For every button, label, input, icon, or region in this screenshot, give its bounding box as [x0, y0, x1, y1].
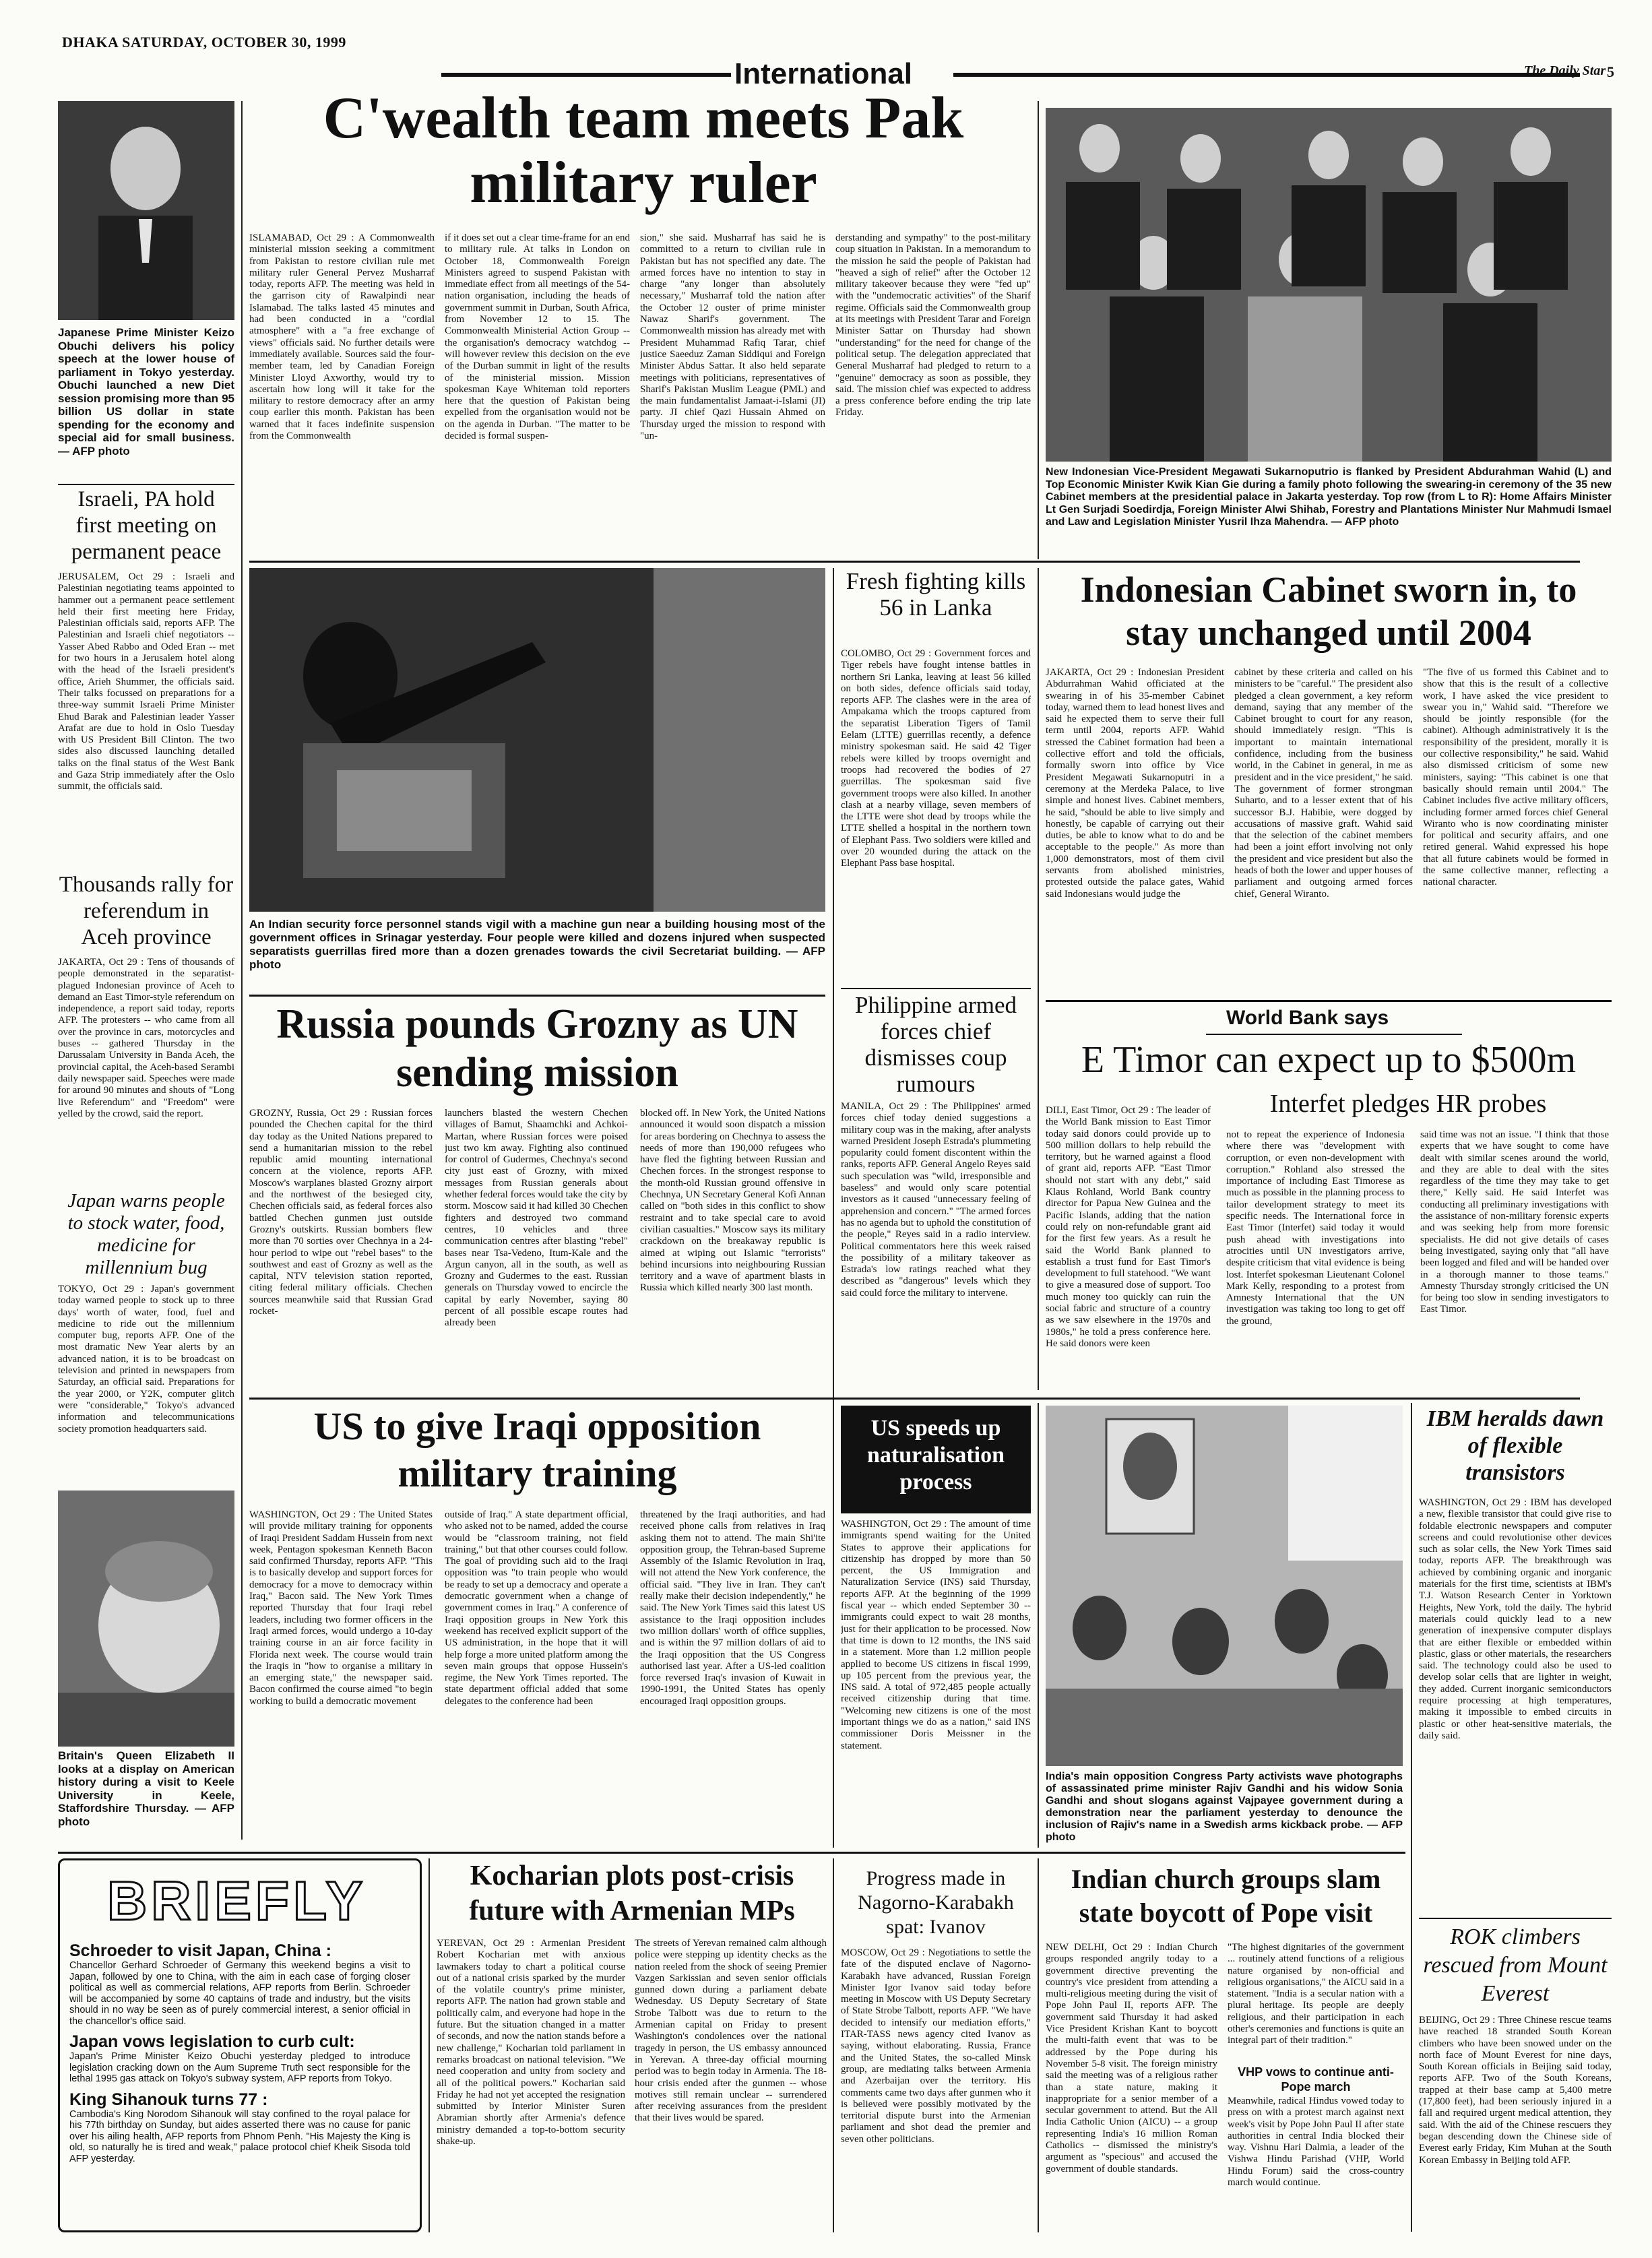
cwealth-col1: ISLAMABAD, Oct 29 : A Commonwealth ministerial mission seeking a commitment from Pakistan to restore civilian rule met military ruler General Pervez Musharraf today, reports AFP. The meeting was held in the garrison city of Rawalpindi near Islamabad. The talks lasted 45 minutes and had been conducted in a "cordial atmosphere" with a "a free exchange of views" officials said. No further details were immediately available. Sources said the four-member team, led by Canadian Foreign Minister Lloyd Axworthy, would try to ascertain how long will it take for the military to restore democracy after an army coup earlier this month. Pakistan has been warned that it faces indefinite suspension from the Commonwealth [249, 232, 435, 442]
ibm-headline-text: IBM heralds dawn of flexible transistors [1426, 1406, 1604, 1485]
pope-headline [1046, 1862, 1406, 1938]
russia-col2: launchers blasted the western Chechen villages of Bamut, Shaamchki and Achkoi-Martan, where Russian forces were poised just two km away. Fighting also continued for control of Gudermes, Chechnya's second city just east of Grozny, with mixed messages from Russian generals about whether federal forces would take the city by storm. Moscow said it had killed 30 Chechen fighters and destroyed two command centres, 10 vehicles and three communication centres after blasting "rebel" bases near Tsa-Vedeno, Itum-Kale and the Argun canyon, all in the south, as well as Grozny and Gudermes to the east. Russian generals on Thursday vowed to encircle the capital by early November, saying 80 percent of all possible escape routes had already been [445, 1108, 628, 1329]
rok-body: BEIJING, Oct 29 : Three Chinese rescue teams have reached 18 stranded South Korean climbers who have been snowed under on the north face of Mount Everest for nine days, South Korean officials in Beijing said today, reports AFP. Two of the South Koreans, trapped at their base camp at 5,400 metre (17,800 feet), had been seriously injured in a fall and required urgent medical attention, they said. With the aid of the Chinese rescuers they began descending down the Chinese side of Everest early Friday, Kim Muhan at the South Korean Embassy in Beijing told AFP. [1419, 2015, 1612, 2166]
timor-col3: said time was not an issue. "I think that those experts that we have sought to come have dealt with similar scenes around the world, and they are able to deal with the sites regardless of the time they may take to get there," Kelly said. He said Interfet was conducting all preliminary investigations with the assistance of non-military forensic experts and was seeking help from more forensic specialists. He did not give details of cases being investigated, saying only that "all have been logged and filed and will be handed over in a thorough manner to those teams." Amnesty Thursday strongly criticised the UN for being too slow in sending investigators to East Timor. [1420, 1129, 1609, 1315]
briefly-item-head: King Sihanouk turns 77 : [69, 2090, 268, 2109]
karabakh-rule [1038, 1858, 1039, 2232]
indo-cabinet-col3: "The five of us formed this Cabinet and to show that this is the result of a collective work, I have asked the vice president to swear you in," Wahid said. "Therefore we should be jointly responsible (for the cabinet). Although administratively it is the responsibility of the president, morally it is our collective responsibility," he said. Wahid also dismissed criticism of some new ministers, saying: "This cabinet is one that basically should remain until 2004." The Cabinet includes five active military officers, including former armed forces chief General Wiranto who is now coordinating minister for political and security affairs, and one retired general. Wahid expressed his hope that all future cabinets would be formed in the same collective manner, reflecting a national character. [1423, 667, 1608, 888]
left-divider-1 [58, 484, 234, 485]
lanka-body: COLOMBO, Oct 29 : Government forces and Tiger rebels have fought intense battles in northern Sri Lanka, leaving at least 56 killed on both sides, defence officials said today, reports AFP. The clashes were in the area of Ampakama which the troops captured from the separatist Liberation Tigers of Tamil Eelam (LTTE) guerrillas recently, a defence ministry spokesman said. He said 42 Tiger rebels were killed by troops overnight and troops had recovered the bodies of 27 guerrillas. The spokesman said five government troops were also killed. In another clash at a nearby village, seven members of the LTTE were shot dead by troops while the LTTE shelled a hospital in the northern town of Elephant Pass. Two soldiers were killed and over 20 wounded during the attack on the Elephant Pass base hospital. [841, 648, 1031, 869]
japan-warns-body: TOKYO, Oct 29 : Japan's government today warned people to stock up to three days' worth of water, food, fuel and medicine to ride out the millennium computer bug, reports AFP. One of the most dramatic New Year alerts by an advanced nation, it is to be broadcast on television and printed in newspapers from Saturday, an official said. Preparations for the year 2000, or Y2K, computer glitch were "considerable," Tokyo's advanced information and telecommunications society promotion headquarters said. [58, 1284, 234, 1435]
kocharian-headline-text: Kocharian plots post-crisis future with Armenian MPs [469, 1860, 795, 1926]
naturalisation-rule [1038, 1403, 1039, 1848]
ibm-divider [1419, 1918, 1612, 1919]
timor-headline [1046, 1038, 1612, 1085]
lanka-headline [841, 568, 1031, 646]
briefly-item [69, 2032, 410, 2085]
iraq-rule [833, 1403, 834, 1848]
pope-col1: NEW DELHI, Oct 29 : Indian Church groups responded angrily today to a government directive preventing the country's vice president from attending a multi-religious meeting during the visit of Pope John Paul II, reports AFP. The government said Thursday it had asked Vice President Krishan Kant to boycott the multi-faith event that was to be addressed by the Pope during his November 5-8 visit. The foreign ministry said the meeting was of a religious rather than a state nature, making it inappropriate for a senior member of a secular government to attend. But the All India Catholic Union (AICU) -- a group representing India's 16 million Roman Catholics -- dismissed the ministry's argument as "specious" and accused the government of double standards. [1046, 1942, 1217, 2174]
row3-divider [249, 1398, 1580, 1400]
row4-divider [58, 1852, 1405, 1854]
russia-col3: blocked off. In New York, the United Nations announced it would soon dispatch a mission for areas bordering on Chechnya to assess the needs of more than 190,000 refugees who have fled the fighting between Russian and Chechen forces. In the strongest response to the month-old Russian ground offensive in Chechnya, UN Secretary General Kofi Annan called on "both sides in this conflict to show restraint and to take special care to avoid civilian casualties." Moscow says its military crackdown on the breakaway republic is aimed at wiping out Islamic "terrorists" behind incursions into neighbouring Russian territory and a wave of apartment blasts in Russia which killed nearly 300 last month. [640, 1108, 825, 1294]
cwealth-headline [249, 86, 1038, 228]
iraq-col1: WASHINGTON, Oct 29 : The United States will provide military training for opponents of Iraqi President Saddam Hussein from next week, Pentagon spokesman Kenneth Bacon said confirmed Thursday, reports AFP. "This is to basically develop and support forces for democracy for a move to democracy within Iraq," Bacon said. The New York Times reported Thursday that four Iraqi rebel leaders, including two former officers in the Iraqi armed forces, would undergo a 10-day training course in an air force facility in Florida next week. The course would train the Iraqis in "how to organise a military in an emerging state," the newspaper said. Bacon confirmed the course aimed "to begin working to build a democratic movement [249, 1509, 433, 1707]
kocharian-col2: The streets of Yerevan remained calm although police were stepping up identity checks as the nation reeled from the shock of seeing Premier Vazgen Sarkissian and seven senior officials gunned down during a parliament debate Wednesday. US Deputy Secretary of State Strobe Talbott was due to return to the Armenian capital on Friday to present Washington's condolences over the national tragedy in person, the US embassy announced in Yerevan. A three-day official mourning period was to begin today in Armenia. The 18-hour crisis ended after the gunmen -- whose motives still remain unclear -- surrendered after receiving assurances from the president that their lives would be spared. [635, 1938, 827, 2124]
cwealth-col2: if it does set out a clear time-frame for an end to military rule. At talks in London on October 18, Commonwealth Foreign Ministers agreed to suspend Pakistan with immediate effect from all meetings of the 54-nation organisation, including the heads of government summit in Durban, South Africa, from November 12 to 15. The Commonwealth Ministerial Action Group -- the organisation's democracy watchdog -- will however review this decision on the eve of the Durban summit in light of the results of the ministerial mission. Mission spokesman Kaye Whiteman told reporters here that the question of Pakistan being expelled from the organisation would not be on the agenda in Durban. "The matter to be decided is formal suspen- [445, 232, 630, 442]
briefly-item [69, 2090, 410, 2165]
lanka-headline-text: Fresh fighting kills 56 in Lanka [846, 568, 1026, 621]
timor-subhead-text: Interfet pledges HR probes [1269, 1090, 1547, 1118]
israeli-body: JERUSALEM, Oct 29 : Israeli and Palestinian negotiating teams appointed to hammer out a permanent peace settlement held their first meeting here Friday, Palestinian officials said, reports AFP. The Palestinian and Israeli chief negotiators -- Yasser Abed Rabbo and Oded Eran -- met for two hours in a Jerusalem hotel along with the head of the Israeli president's office, Arieh Shummer, the officials said. Their talks focussed on preparations for a three-way summit Israeli Prime Minister Ehud Barak and Palestinian leader Yasser Arafat are due to hold in Oslo Tuesday with US President Bill Clinton. The two sides also discussed launching detailed talks on the final status of the West Bank and Gaza Strip immediately after the Oslo summit, the officials said. [58, 571, 234, 792]
timor-subhead [1213, 1089, 1603, 1123]
briefly-box [58, 1858, 422, 2232]
srinagar-photo-art [249, 568, 825, 912]
indo-divider [1046, 1000, 1612, 1002]
srinagar-caption: An Indian security force personnel stands vigil with a machine gun near a building housing most of the government offices in Srinagar yesterday. Four people were killed and dozens injured when suspected separatists guerrillas fired more than a dozen grenades towards the civil Secretariat building. — AFP photo [249, 918, 825, 971]
karabakh-body: MOSCOW, Oct 29 : Negotiations to settle the fate of the disputed enclave of Nagorno-Karabakh have advanced, Russian Foreign Minister Igor Ivanov said today before meeting in Moscow with US Deputy Secretary of State Strobe Talbott, reports AFP. "We have decided to intensify our mediation efforts," ITAR-TASS news agency cited Ivanov as saying, without elaborating. Russia, France and the United States, the so-called Minsk group, are mediating talks between Armenia and Azerbaijan over the territory. His comments came two days after gunmen who it is believed were possibly motivated by the territorial dispute burst into the Armenian parliament and shot dead the premier and seven other politicians. [841, 1947, 1031, 2145]
aceh-body: JAKARTA, Oct 29 : Tens of thousands of people demonstrated in the separatist-plagued Indonesian province of Aceh to demand an East Timor-style referendum on independence, a report said today, reports AFP. The protesters -- who came from all over the province in cars, motorcycles and buses -- gathered Thursday in the Darussalam University in Banda Aceh, the provincial capital, the Aceh-based Serambi daily newspaper said. Speeches were made for around 90 minutes and shouts of "Long live Referendum" and "Freedom" were yelled by the crowd, said the report. [58, 957, 234, 1119]
kocharian-col1: YEREVAN, Oct 29 : Armenian President Robert Kocharian met with anxious lawmakers today to chart a political course out of a national crisis sparked by the murder of the volatile country's prime minister, reports AFP. The nation had grown stable and politically calm, and everyone had hope in the future. But the situation changed in a matter of seconds, and now the nation stands before a new challenge," Kocharian told parliament in remarks broadcast on national television. "We need cooperation and unity from society and all of the political powers." Kocharian said Friday he had not yet accepted the resignation submitted by Interior Minister Suren Abramian shortly after Armenia's defence ministry demanded a top-to-bottom security shake-up. [437, 1938, 625, 2147]
section-title: International [734, 57, 913, 90]
kocharian-headline [437, 1858, 827, 1934]
congress-rule [1411, 1403, 1412, 2232]
queen-caption: Britain's Queen Elizabeth II looks at a display on American history during a visit to Keele University in Keele, Staffordshire Thursday. — AFP photo [58, 1749, 234, 1828]
timor-headline-text: E Timor can expect up to $500m [1081, 1039, 1577, 1081]
srinagar-rule [833, 568, 834, 1404]
iraq-headline-text: US to give Iraqi opposition military training [313, 1404, 761, 1495]
briefly-item-head: Schroeder to visit Japan, China : [69, 1941, 331, 1960]
kocharian-rule [833, 1858, 834, 2232]
rok-headline-text: ROK climbers rescued from Mount Everest [1423, 1924, 1608, 2006]
ibm-headline [1419, 1406, 1612, 1493]
ibm-body: WASHINGTON, Oct 29 : IBM has developed a new, flexible transistor that could give rise to foldable electronic newspapers and computer screens and could revolutionise other devices such as solar cells, the New York Times said today, reports AFP. The breakthrough was achieved by combining organic and inorganic materials for the first time, scientists at IBM's T.J. Watson Research Center in Yorktown Heights, New York, told the daily. The hybrid materials could quickly lead to a new generation of inexpensive computer displays that are either flexible or embedded within plastic, glass or other materials, the researchers said. The technology could also be used to develop solar cells that are lighter in weight, they added. Current inorganic semiconductors require processing at high temperatures, making it impossible to embed circuits in plastic or other heat-sensitive materials, the daily said. [1419, 1497, 1612, 1741]
obuchi-caption: Japanese Prime Minister Keizo Obuchi delivers his policy speech at the lower house of parliament in Tokyo yesterday. Obuchi launched a new Diet session promising more than 95 billion US dollar in state spending for the economy and special aid for small business. — AFP photo [58, 326, 234, 458]
indo-cabinet-headline-text: Indonesian Cabinet sworn in, to stay unchanged until 2004 [1080, 569, 1577, 653]
briefly-item-body: Japan's Prime Minister Keizo Obuchi yesterday pledged to introduce legislation cracking down on the Aum Supreme Truth sect responsible for the lethal 1995 gas attack on Tokyo's subway system, AFP reports from Tokyo. [69, 2051, 410, 2084]
queen-photo [58, 1491, 234, 1747]
russia-headline-text: Russia pounds Grozny as UN sending mission [276, 1001, 798, 1096]
pope-headline-text: Indian church groups slam state boycott of Pope visit [1071, 1864, 1381, 1928]
iraq-col3: threatened by the Iraqi authorities, and had received phone calls from relatives in Iraq asking them not to attend. The main Shi'ite opposition group, the Tehran-based Supreme Assembly of the Islamic Revolution in Iraq, will not attend the New York conference, the official said. "They live in Iran. They can't really make their decision independently," he said. The New York Times said this latest US assistance to the Iraqi opposition includes two million dollars' worth of office supplies, and is within the 97 million dollars of aid to the Iraqi opposition that the US Congress authorised last year. After a US-led coalition force reversed Iraq's invasion of Kuwait in 1990-1991, the United States has openly encouraged Iraqi opposition groups. [640, 1509, 825, 1707]
srinagar-bottom-rule [249, 995, 825, 997]
karabakh-headline-text: Progress made in Nagorno-Karabakh spat: Ivanov [858, 1867, 1014, 1938]
karabakh-headline [841, 1867, 1031, 1946]
briefly-title: BRIEFLY [107, 1871, 367, 1932]
pope-col2: "The highest dignitaries of the government ... routinely attend functions of a religious nature organised by non-official and religious organisations," the AICU said in a statement. "India is a secular nation with a plural heritage. Its people are deeply religious, and their participation in each other's ceremonies and functions is quite an integral part of their tradition." [1228, 1942, 1404, 2046]
briefly-rule [428, 1858, 430, 2232]
pope-subhead: VHP vows to continue anti-Pope march [1238, 2065, 1394, 2094]
israeli-headline [58, 487, 234, 569]
iraq-headline [249, 1403, 825, 1504]
cwealth-col3: sion," she said. Musharraf has said he is committed to a return to civilian rule in Pakistan but has not specified any date. The armed forces have no intention to stay in charge "any longer than absolutely necessary," Musharraf told the nation after the October 12 ouster of prime minister Nawaz Sharif's government. The Commonwealth mission has already met with President Muhammad Rafiq Tarar, chief justice Saeeduz Zaman Siddiqui and Foreign Minister Abdus Sattar. It also held separate meetings with politicians, representatives of Sharif's Pakistan Muslim League (PML) and the main fundamentalist Jamaat-i-Islami (JI) party. JI chief Qazi Hussain Ahmed on Thursday urged the mission to respond with "un- [640, 232, 825, 442]
timor-col2: not to repeat the experience of Indonesia where there was "development with corruption, or even non-development with corruption." Rohland also stressed the importance of including East Timorese as much as possible in the planning process to tailor development strategy to meet its specific needs. The International force in East Timor (Interfet) said today it would push ahead with investigations into atrocities until UN investigators arrive, despite criticism that vital evidence is being lost. Interfet spokesman Lieutenant Colonel Mark Kelly, responding to a protest from Amnesty International that the UN investigation was taking too long to get off the ground, [1226, 1129, 1405, 1327]
srinagar-photo [249, 568, 825, 912]
aceh-headline-text: Thousands rally for referendum in Aceh province [59, 873, 234, 949]
rok-headline [1419, 1923, 1612, 2012]
row1-divider [249, 561, 1580, 563]
naturalisation-headline-text: US speeds up naturalisation process [866, 1416, 1005, 1495]
indo-rule [1038, 568, 1039, 1390]
japan-warns-headline [58, 1190, 234, 1281]
lanka-divider [841, 988, 1031, 989]
briefly-item [69, 1941, 410, 2027]
briefly-item-body: Chancellor Gerhard Schroeder of Germany this weekend begins a visit to Japan, followed by one to China, with the aim in each case of forging closer political as well as commercial relations, AFP reports from Berlin. Schroeder will be accompanied by some 40 captains of trade and industry, but the visits should in no way be seen as of purely commercial interest, a senior official in the chancellor's office said. [69, 1960, 410, 2027]
briefly-item-body: Cambodia's King Norodom Sihanouk will stay confined to the royal palace for his 77th birthday on Sunday, but aides asserted there was no cause for panic over his ailing health, AFP reports from Phnom Penh. "His Majesty the King is old, so naturally he is tired and weak," palace protocol chief Kheik Sisoda told AFP yesterday. [69, 2108, 410, 2164]
philippine-body: MANILA, Oct 29 : The Philippines' armed forces chief today denied suggestions a military coup was in the making, after analysts warned President Joseph Estrada's plummeting popularity could foment discontent within the ranks, reports AFP. General Angelo Reyes said such speculation was "wild, irresponsible and baseless" and would only scare potential investors as it caused "unnecessary feeling of apprehension and concern." "The armed forces has no agenda but to uphold the constitution of the people," Reyes said in a radio interview. Political commentators here this week raised the possibility of a military takeover as Estrada's low ratings reached what they described as "dangerous" levels which they said could force the military to intervene. [841, 1101, 1031, 1298]
congress-caption: India's main opposition Congress Party activists wave photographs of assassinated prime minister Rajiv Gandhi and his widow Sonia Gandhi and shout slogans against Vajpayee government during a demonstration near the parliament yesterday to denounce the inclusion of Rajiv's name in a Swedish arms kickback probe. — AFP photo [1046, 1771, 1403, 1843]
aceh-headline [58, 872, 234, 954]
queen-photo-art [58, 1491, 234, 1747]
timor-kicker-rule [1206, 1034, 1462, 1035]
israeli-headline-text: Israeli, PA hold first meeting on permanent peace [71, 487, 222, 564]
paper-name: The Daily Star [1524, 63, 1606, 78]
masthead-rule-left [441, 73, 731, 77]
pope-col2b: Meanwhile, radical Hindus vowed today to press on with a protest march against next week's visit by Pope John Paul II after state authorities in central India blocked their way. Vishnu Hari Dalmia, a leader of the Vishwa Hindu Parishad (VHP, World Hindu Forum) said the cross-country march would continue. [1228, 2096, 1404, 2189]
russia-headline [249, 1000, 825, 1101]
masthead-rule-right [953, 73, 1580, 77]
philippine-headline [841, 992, 1031, 1098]
briefly-items [69, 1941, 410, 2224]
cwealth-headline-text: C'wealth team meets Pak military ruler [323, 86, 964, 216]
timor-col1: DILI, East Timor, Oct 29 : The leader of the World Bank mission to East Timor today said donors could provide up to 500 million dollars to help rebuild the territory, but he warned against a flood of grant aid, reports AFP. "East Timor should not start with any debt," said Klaus Rohland, World Bank country director for Papua New Guinea and the Pacific Islands, adding that the nation could rely on non-refundable grant aid for the first few years. As a result he said the World Bank planned to establish a trust fund for East Timor's development to full statehood. "We want to give a measured dose of support. Too much money too quickly can ruin the social fabric and structure of a country as we saw elsewhere in the 1970s and 1980s," he told a press conference here. He said donors were keen [1046, 1105, 1211, 1349]
indo-cabinet-headline [1046, 568, 1612, 662]
cwealth-col4: derstanding and sympathy" to the post-military coup situation in Pakistan. In a memorandum to the mission he said the people of Pakistan had "heaved a sigh of relief" after the October 12 military takeover because they were "fed up" with the "undemocratic activities" of the Sharif regime. Officials said the Commonwealth group at its meetings with President Tarar and Foreign Minister Sattar on Thursday had shown "understanding" for the need for change of the political setup. The delegation appreciated that General Musharraf had pledged to return to a "genuine" democracy as soon as possible, they said. The mission chief was expected to address a press conference before ending the trip late Friday. [835, 232, 1031, 418]
obuchi-photo-art [58, 101, 234, 320]
iraq-col2: outside of Iraq." A state department official, who asked not to be named, added the course would be "classroom training, not field training," but that other courses could follow. The goal of providing such aid to the Iraqi opposition was "to train people who would be ready to set up a democracy and operate a democratic government when a change of government comes in Iraq." A conference of Iraqi opposition groups in New York this weekend has received explicit support of the US administration, in the hope that it will help forge a more united platform among the seven main groups that oppose Hussein's regime, the New York Times reported. The state department official added that some delegates to the conference had been [445, 1509, 628, 1707]
congress-photo-art [1046, 1406, 1403, 1766]
megawati-photo-art [1046, 108, 1612, 462]
indo-cabinet-col2: cabinet by these criteria and called on his ministers to be "careful." The president also pledged a clean government, a key reform demand, saying that any member of the Cabinet brought to court for any reason, should immediately resign. "This is important to maintain international confidence, including from the business world, in the Cabinet in general, in me as president and in the vice president," he said. The government of former strongman Suharto, and to a lesser extent that of his successor B.J. Habibie, were dogged by accusations of massive graft. Wahid said that the selection of the cabinet members had been a joint effort involving not only the president and vice president but also the heads of both the lower and upper houses of parliament and outgoing armed forces chief, General Wiranto. [1234, 667, 1413, 900]
russia-col1: GROZNY, Russia, Oct 29 : Russian forces pounded the Chechen capital for the third day today as the United Nations prepared to send a humanitarian mission to the rebel republic amid mounting international concern at the violence, reports AFP. Moscow's warplanes blasted Grozny airport and the northwest of the besieged city, Chechen officials said, as federal forces also battled Chechen gunmen just outside Grozny's outskirts. Russian bombers flew more than 70 sorties over Chechnya in a 24-hour period to wipe out "rebel bases" to the southwest and east of Grozny as well as the capital, NTV television station reported, citing federal military officials. Chechen sources meanwhile said that Russian Grad rocket- [249, 1108, 433, 1317]
obuchi-photo [58, 101, 234, 320]
page-number: 5 [1607, 63, 1614, 80]
naturalisation-header-box [841, 1406, 1031, 1513]
indo-cabinet-col1: JAKARTA, Oct 29 : Indonesian President Abdurrahman Wahid officiated at the swearing in of his 35-member Cabinet today, warned them to lead honest lives and said he expected them to serve their full term until 2004, reports AFP. Wahid stressed the Cabinet formation had been a collective effort and told the officials, formally sworn into office by Vice President Megawati Sukarnoputri in a ceremony at the Merdeka Palace, to live simple and honest lives. Cabinet members, he said, "should be able to live simply and honestly, be capable of carrying out their duties, be able to know what to do and be acceptable to the people." As more than 1,000 demonstrators, most of them civil servants from abolished ministries, protested outside the palace gates, Wahid said Indonesians would judge the [1046, 667, 1224, 900]
philippine-headline-text: Philippine armed forces chief dismisses coup rumours [854, 992, 1017, 1097]
masthead-dateline: DHAKA SATURDAY, OCTOBER 30, 1999 [62, 34, 346, 51]
briefly-item-head: Japan vows legislation to curb cult: [69, 2032, 355, 2051]
cwealth-rule [1038, 101, 1039, 559]
megawati-caption: New Indonesian Vice-President Megawati Sukarnoputrio is flanked by President Abdurahman Wahid (L) and Top Economic Minister Kwik Kian Gie during a family photo following the swearing-in ceremony of the 35 new Cabinet members at the presidential palace in Jakarta yesterday. Top row (from L to R): Home Affairs Minister Lt Gen Surjadi Soedirdja, Foreign Minister Alwi Shihab, Forestry and Plantations Minister Nur Mahmudi Ismael and Law and Legislation Minister Yusril Ihza Mahendra. — AFP photo [1046, 466, 1612, 528]
left-col-rule [241, 101, 243, 1840]
megawati-photo [1046, 108, 1612, 462]
japan-warns-headline-text: Japan warns people to stock water, food, medicine for millennium bug [67, 1190, 225, 1278]
congress-photo [1046, 1406, 1403, 1766]
timor-kicker: World Bank says [1226, 1007, 1389, 1029]
naturalisation-body: WASHINGTON, Oct 29 : The amount of time immigrants spend waiting for the United States to approve their applications for citizenship has dropped by more than 50 percent, the US Immigration and Naturalization Service (INS) said Thursday, reports AFP. At the beginning of the 1999 fiscal year -- which ended September 30 -- immigrants could expect to wait 28 months, just for their application to be processed. Now that time is down to 12 months, the INS said in a statement. More than 1.2 million people applied to become US citizens in fiscal 1999, up 105 percent from the previous year, the INS said. A total of 972,485 people actually received citizenship during that time. "Welcoming new citizens is one of the most important things we do as a nation," said INS commissioner Doris Meissner in the statement. [841, 1519, 1031, 1751]
